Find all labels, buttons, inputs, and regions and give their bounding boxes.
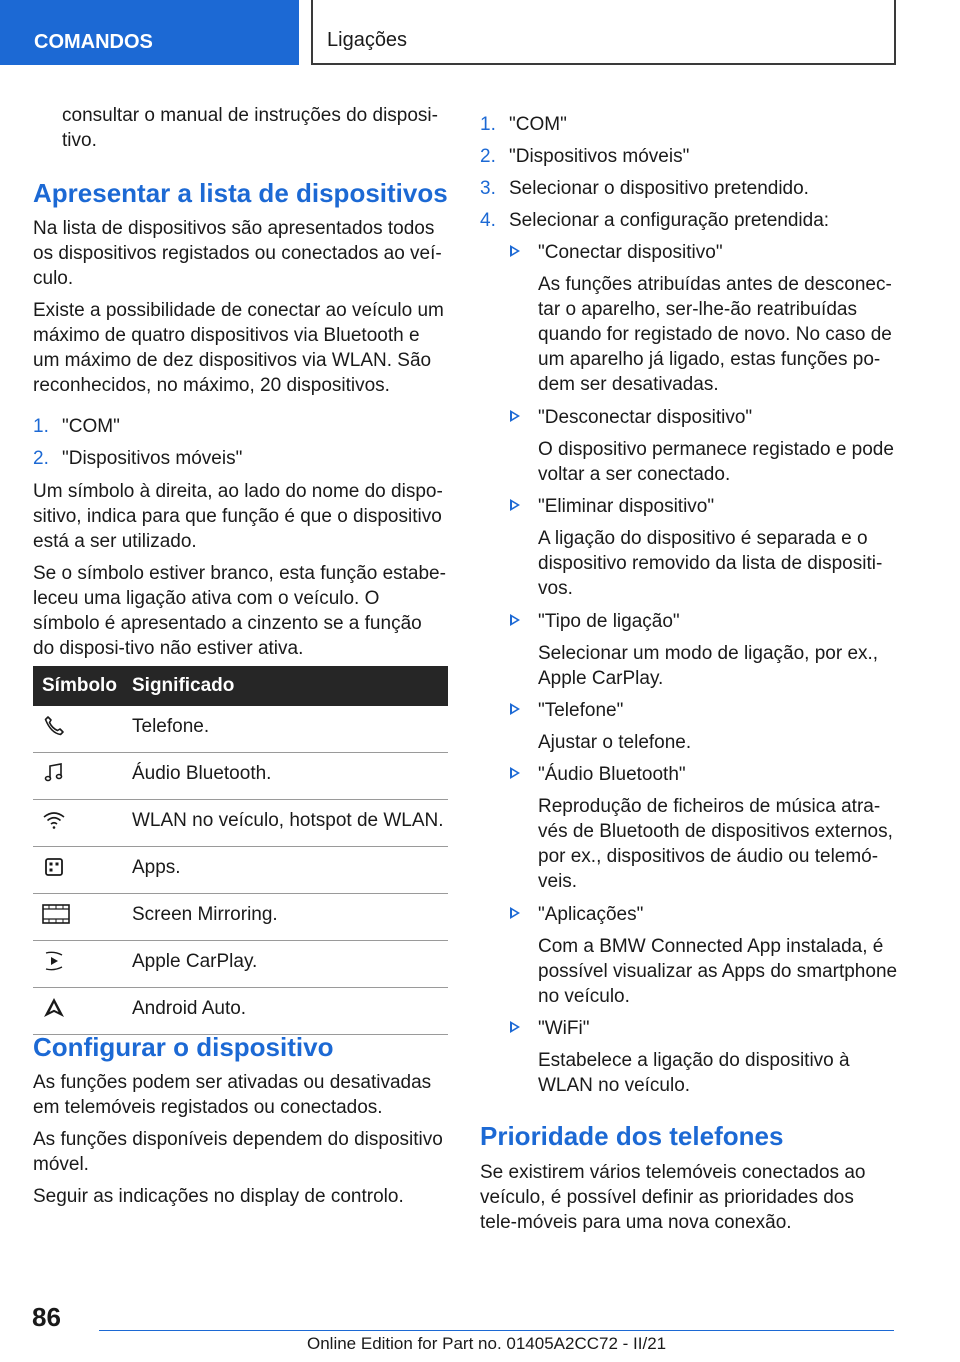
table-cell-meaning: WLAN no veículo, hotspot de WLAN. — [132, 800, 448, 847]
option-label: "Eliminar dispositivo" — [538, 496, 715, 517]
table-cell-meaning: Screen Mirroring. — [132, 894, 448, 941]
table-row — [33, 847, 448, 894]
music-note-icon — [42, 761, 70, 785]
paragraph-functions: As funções podem ser ativadas ou desativadas em telemóveis registados ou conectados. — [33, 1072, 432, 1118]
step-number: 2. — [480, 146, 496, 167]
option-label: "Tipo de ligação" — [538, 611, 680, 632]
paragraph-phone-priority: Se existirem vários telemóveis conectados ao veículo, é possível definir as prioridades dos tele-móveis para uma nova conexão. — [480, 1162, 866, 1233]
triangle-bullet-icon — [510, 907, 520, 919]
apps-icon — [42, 855, 70, 879]
option-label: "Aplicações" — [538, 904, 644, 925]
option-label: "Telefone" — [538, 700, 624, 721]
footer-edition: Online Edition for Part no. 01405A2CC72 - II/21 — [307, 1334, 667, 1353]
step-number: 1. — [480, 114, 496, 135]
paragraph-device-list: Na lista de dispositivos são apresentados todos os dispositivos registados ou conectados ao veí-culo. — [33, 218, 442, 289]
section-tab: COMANDOS — [0, 0, 299, 65]
carplay-icon — [42, 949, 70, 973]
table-cell-meaning: Apps. — [132, 847, 448, 894]
paragraph-symbol-function: Um símbolo à direita, ao lado do nome do dispo-sitivo, indica para que função é que o dispositivo está a ser utilizado. — [33, 481, 443, 552]
step-text: Selecionar o dispositivo pretendido. — [509, 178, 809, 199]
step-text: "COM" — [62, 416, 120, 437]
option-description: Reprodução de ficheiros de música atra-vés de Bluetooth de dispositivos externos, por ex., dispositivos de áudio ou telemó-veis. — [538, 796, 893, 892]
option-description: Com a BMW Connected App instalada, é possível visualizar as Apps do smartphone no veículo. — [538, 936, 898, 1007]
triangle-bullet-icon — [510, 499, 520, 511]
option-description: Ajustar o telefone. — [538, 732, 692, 753]
heading-phone-priority: Prioridade dos telefones — [480, 1121, 784, 1151]
triangle-bullet-icon — [510, 614, 520, 626]
symbol-table — [33, 666, 448, 1035]
heading-configure-device: Configurar o dispositivo — [33, 1032, 334, 1062]
triangle-bullet-icon — [510, 767, 520, 779]
table-header-symbol: Símbolo — [33, 666, 132, 706]
step-number: 3. — [480, 178, 496, 199]
table-row — [33, 894, 448, 941]
table-row — [33, 988, 448, 1035]
paragraph-available-functions: As funções disponíveis dependem do dispositivo móvel. — [33, 1129, 443, 1175]
footer-divider — [99, 1330, 894, 1331]
step-text: "Dispositivos móveis" — [62, 448, 243, 469]
wifi-icon — [42, 808, 70, 832]
intro-line-1: consultar o manual de instruções do disposi- — [62, 105, 438, 126]
table-cell-meaning: Android Auto. — [132, 988, 448, 1035]
screen-mirroring-icon — [42, 902, 70, 926]
table-cell-meaning: Apple CarPlay. — [132, 941, 448, 988]
step-number: 4. — [480, 210, 496, 231]
table-row — [33, 800, 448, 847]
option-description: As funções atribuídas antes de desconec-tar o aparelho, ser-lhe-ão reatribuídas quando for registado de novo. No caso de um aparelho já ligado, estas funções po-dem ser desativadas. — [538, 274, 892, 395]
phone-icon — [42, 714, 70, 738]
triangle-bullet-icon — [510, 703, 520, 715]
table-row — [33, 941, 448, 988]
step-text: Selecionar a configuração pretendida: — [509, 210, 830, 231]
step-text: "COM" — [509, 114, 567, 135]
triangle-bullet-icon — [510, 410, 520, 422]
chapter-title: Ligações — [311, 0, 896, 65]
paragraph-device-limits: Existe a possibilidade de conectar ao veículo um máximo de quatro dispositivos via Bluetooth e um máximo de dez dispositivos via WLAN. São reconhecidos, no máximo, 20 dispositivos. — [33, 300, 444, 396]
option-description: Estabelece a ligação do dispositivo à WLAN no veículo. — [538, 1050, 850, 1096]
paragraph-symbol-state: Se o símbolo estiver branco, esta função estabe-leceu uma ligação ativa com o veículo. O símbolo é apresentado a cinzento se a função do disposi-tivo não estiver ativa. — [33, 563, 446, 659]
step-number: 2. — [33, 448, 49, 469]
triangle-bullet-icon — [510, 245, 520, 257]
option-description: O dispositivo permanece registado e pode voltar a ser conectado. — [538, 439, 894, 485]
page-number: 86 — [32, 1302, 61, 1332]
table-cell-meaning: Telefone. — [132, 706, 448, 753]
option-label: "WiFi" — [538, 1018, 590, 1039]
android-auto-icon — [42, 996, 70, 1020]
option-description: Selecionar um modo de ligação, por ex., Apple CarPlay. — [538, 643, 879, 689]
option-label: "Conectar dispositivo" — [538, 242, 723, 263]
option-label: "Áudio Bluetooth" — [538, 764, 686, 785]
table-header-meaning: Significado — [132, 666, 448, 706]
table-row — [33, 753, 448, 800]
table-row — [33, 706, 448, 753]
intro-line-2: tivo. — [62, 130, 97, 151]
table-header-row — [33, 666, 448, 706]
triangle-bullet-icon — [510, 1021, 520, 1033]
option-label: "Desconectar dispositivo" — [538, 407, 753, 428]
step-number: 1. — [33, 416, 49, 437]
step-text: "Dispositivos móveis" — [509, 146, 690, 167]
heading-device-list: Apresentar a lista de dispositivos — [33, 178, 448, 208]
option-description: A ligação do dispositivo é separada e o dispositivo removido da lista de dispositi-vos. — [538, 528, 883, 599]
table-cell-meaning: Áudio Bluetooth. — [132, 753, 448, 800]
paragraph-follow-display: Seguir as indicações no display de controlo. — [33, 1186, 404, 1207]
